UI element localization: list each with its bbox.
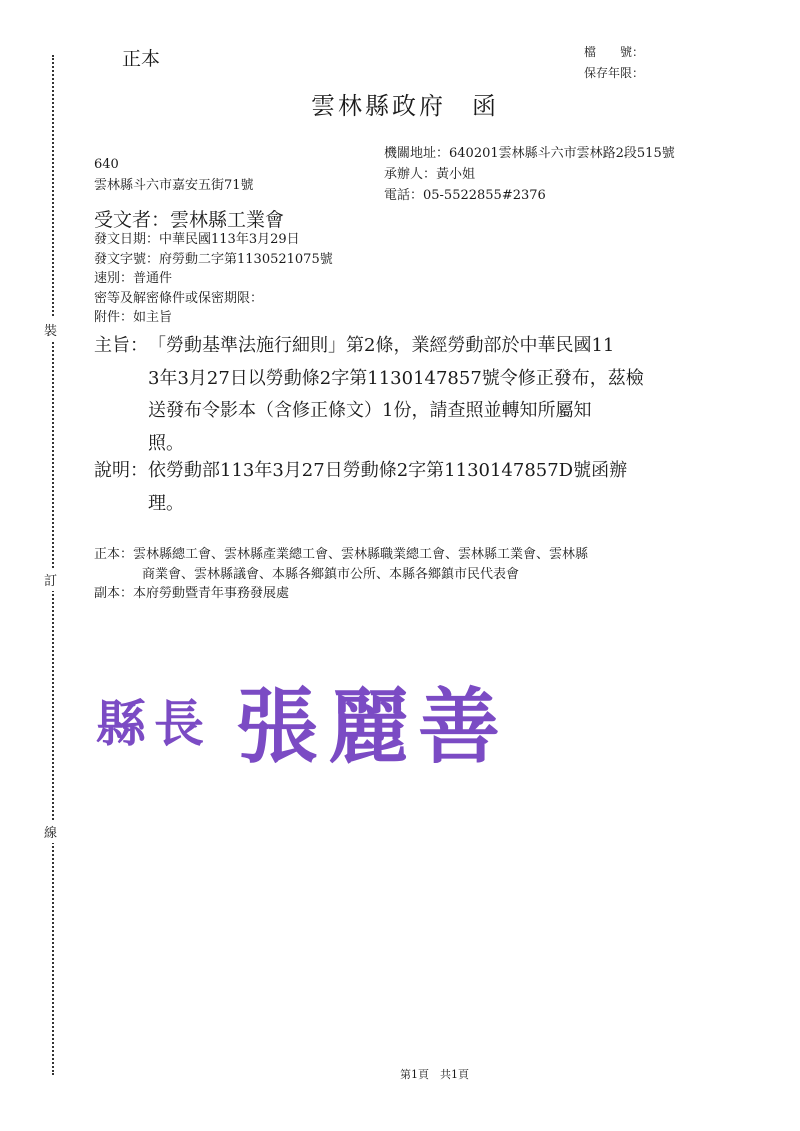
agency-name: 雲林縣政府	[311, 92, 446, 120]
copy-recipients-line: 本府勞動暨青年事務發展處	[133, 586, 290, 602]
seal-char: 善	[418, 679, 501, 775]
copy-recipients-label: 副本：	[94, 586, 134, 602]
recipient: 受文者：雲林縣工業會	[94, 209, 285, 231]
explanation-label: 說明：	[94, 460, 148, 481]
delivery-speed: 速別：普通件	[94, 271, 173, 287]
seal-char: 長	[154, 694, 204, 753]
main-recipients-line: 商業會、雲林縣議會、本縣各鄉鎮市公所、本縣各鄉鎮市民代表會	[142, 566, 520, 582]
main-recipients-label: 正本：	[94, 547, 134, 562]
subject-label: 主旨：	[94, 335, 148, 356]
magistrate-seal	[96, 662, 516, 775]
explanation-section	[94, 455, 627, 520]
document-meta	[94, 230, 333, 328]
retention-label: 保存年限：	[584, 66, 645, 80]
seal-char: 縣	[96, 694, 146, 753]
document-title	[311, 86, 499, 121]
subject-line: 照。	[148, 432, 184, 454]
main-recipients-line: 雲林縣總工會、雲林縣產業總工會、雲林縣職業總工會、雲林縣工業會、雲林縣	[133, 547, 589, 562]
organization-info	[384, 143, 675, 206]
explanation-line: 理。	[148, 492, 184, 514]
binding-margin-line	[52, 55, 54, 1075]
recipient-address	[94, 154, 254, 196]
subject-line: 3年3月27日以勞動條2字第1130147857號令修正發布，茲檢	[148, 367, 644, 389]
postal-code: 640	[94, 157, 119, 172]
binding-mark-ding: 訂	[44, 568, 57, 591]
seal-char: 張	[236, 679, 319, 775]
distribution-section	[94, 545, 588, 604]
street-address: 雲林縣斗六市嘉安五街71號	[94, 178, 254, 193]
binding-mark-xian: 線	[44, 820, 57, 843]
issue-number: 發文字號：府勞動二字第1130521075號	[94, 251, 333, 267]
subject-section	[94, 330, 644, 460]
copy-mark: 正本	[122, 48, 161, 70]
issue-date: 發文日期：中華民國113年3月29日	[94, 232, 300, 247]
attachment: 附件：如主旨	[94, 310, 173, 326]
phone: 電話：05-5522855#2376	[384, 188, 546, 203]
subject-line: 送發布令影本（含修正條文）1份，請查照並轉知所屬知	[148, 400, 592, 421]
page-number: 第1頁 共1頁	[400, 1068, 469, 1081]
file-number-label: 檔 號：	[584, 45, 645, 59]
office-address: 機關地址：640201雲林縣斗六市雲林路2段515號	[384, 146, 675, 161]
binding-mark-zhuang: 裝	[44, 318, 57, 341]
document-type: 函	[472, 92, 499, 120]
explanation-line: 依勞動部113年3月27日勞動條2字第1130147857D號函辦	[148, 460, 628, 481]
security-level: 密等及解密條件或保密期限：	[94, 290, 264, 306]
seal-char: 麗	[328, 679, 411, 775]
file-info	[584, 42, 644, 84]
handler: 承辦人：黃小姐	[384, 167, 476, 182]
subject-line: 「勞動基準法施行細則」第2條，業經勞動部於中華民國11	[148, 335, 615, 356]
